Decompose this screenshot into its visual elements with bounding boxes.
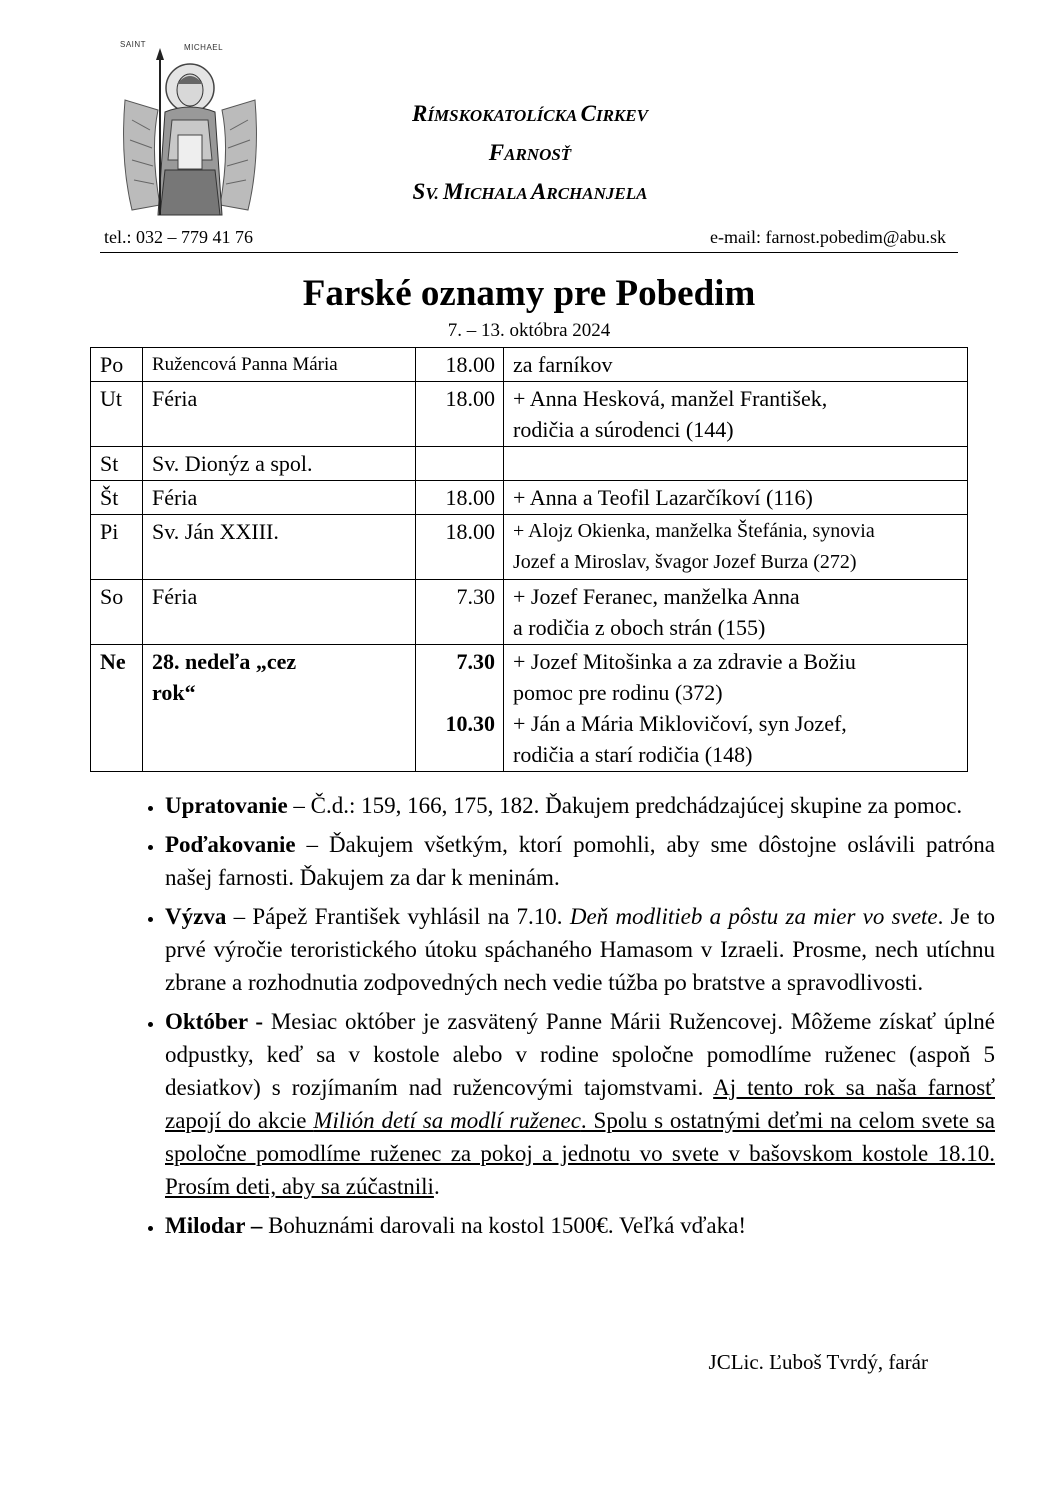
announcement-title: Milodar – bbox=[165, 1213, 263, 1238]
intention-cell bbox=[504, 645, 968, 772]
announcement-title: Výzva bbox=[165, 904, 227, 929]
intention-cell: + Anna a Teofil Lazarčíkoví (116) bbox=[504, 481, 968, 515]
saint-michael-icon bbox=[120, 40, 260, 225]
email-address: e-mail: farnost.pobedim@abu.sk bbox=[709, 227, 946, 247]
announcement-text: . Je to prvé výročie teroristického útoku spáchaného Hamasom v Izraeli. Prosme, nech utíchnu zbrane a rozhodnutia zodpovedných nech vedie túžba po bratstve a spravodlivosti. bbox=[165, 904, 995, 995]
day-cell: Po bbox=[91, 348, 143, 382]
day-cell: Št bbox=[91, 481, 143, 515]
announcement-title: Poďakovanie bbox=[165, 832, 296, 857]
day-cell: St bbox=[91, 447, 143, 481]
feast-line: 28. nedeľa „cez bbox=[152, 649, 297, 674]
announcement-underlined: . Spolu s ostatnými deťmi na celom svete sa spoločne pomodlíme ruženec za pokoj a jednotu vo svete v bašovskom kostole 18.10. Prosím deti, aby sa zúčastnili bbox=[165, 1108, 996, 1199]
contact-line bbox=[100, 227, 958, 253]
archangel-image bbox=[120, 40, 260, 225]
announcement-title: Upratovanie bbox=[165, 793, 288, 818]
icon-caption-michael: MICHAEL bbox=[184, 43, 224, 52]
intention-line: rodičia a starí rodičia (148) bbox=[513, 742, 753, 767]
intention-line: rodičia a súrodenci (144) bbox=[513, 417, 734, 442]
church-name bbox=[280, 96, 780, 213]
intention-line: pomoc pre rodinu (372) bbox=[513, 680, 723, 705]
table-row bbox=[91, 515, 968, 580]
time-cell: 18.00 bbox=[416, 382, 504, 447]
announcement-text: – Ďakujem všetkým, ktorí pomohli, aby sme dôstojne oslávili patróna našej farnosti. Ďakujem za dar k meninám. bbox=[165, 832, 995, 890]
table-row bbox=[91, 382, 968, 447]
day-cell: Ut bbox=[91, 382, 143, 447]
announcement-underlined: Aj tento rok sa naša farnosť zapojí do akcie bbox=[165, 1075, 995, 1133]
time-cell: 7.30 bbox=[416, 580, 504, 645]
announcement-call bbox=[165, 900, 995, 999]
announcement-cleaning bbox=[165, 789, 995, 822]
feast-cell: Sv. Dionýz a spol. bbox=[143, 447, 416, 481]
mass-schedule-table bbox=[90, 347, 968, 772]
date-range: 7. – 13. októbra 2024 bbox=[447, 320, 611, 341]
feast-cell: Sv. Ján XXIII. bbox=[143, 515, 416, 580]
feast-cell: Féria bbox=[143, 481, 416, 515]
feast-cell bbox=[143, 645, 416, 772]
intention-line: + Alojz Okienka, manželka Štefánia, synovia bbox=[513, 520, 875, 542]
time-cell bbox=[416, 645, 504, 772]
table-row bbox=[91, 447, 968, 481]
icon-caption-saint: SAINT bbox=[120, 40, 147, 49]
church-line-2: FARNOSŤ bbox=[488, 140, 572, 165]
day-cell: So bbox=[91, 580, 143, 645]
announcement-october bbox=[165, 1005, 995, 1203]
time-value: 10.30 bbox=[445, 711, 495, 736]
day-cell: Ne bbox=[91, 645, 143, 772]
day-cell: Pi bbox=[91, 515, 143, 580]
intention-cell bbox=[504, 580, 968, 645]
announcement-text: Mesiac október je zasvätený Panne Márii Ružencovej. Môžeme získať úplné odpustky, keď sa v kostole alebo v rodine spoločne pomodlíme ruženec (aspoň 5 desiatkov) s rozjímaním nad ružencovými tajomstvami. bbox=[165, 1009, 995, 1100]
announcement-gift bbox=[165, 1209, 995, 1242]
time-cell: 18.00 bbox=[416, 481, 504, 515]
table-row bbox=[91, 645, 968, 772]
announcements-list bbox=[128, 789, 995, 1248]
time-cell bbox=[416, 447, 504, 481]
intention-line: + Jozef Feranec, manželka Anna bbox=[513, 584, 800, 609]
intention-cell: za farníkov bbox=[504, 348, 968, 382]
announcement-title: Október - bbox=[165, 1009, 264, 1034]
intention-line: Jozef a Miroslav, švagor Jozef Burza (272) bbox=[513, 551, 857, 573]
feast-cell: Ružencová Panna Mária bbox=[143, 348, 416, 382]
intention-cell bbox=[504, 515, 968, 580]
announcement-text: Bohuznámi darovali na kostol 1500€. Veľká vďaka! bbox=[262, 1213, 747, 1238]
feast-cell: Féria bbox=[143, 580, 416, 645]
signature: JCLic. Ľuboš Tvrdý, farár bbox=[708, 1350, 928, 1374]
announcement-text: – Č.d.: 159, 166, 175, 182. Ďakujem predchádzajúcej skupine za pomoc. bbox=[287, 793, 963, 818]
table-row bbox=[91, 348, 968, 382]
announcement-text: – Pápež František vyhlásil na 7.10. bbox=[226, 904, 570, 929]
intention-line: + Anna Hesková, manžel František, bbox=[513, 386, 828, 411]
announcement-underlined-italic: Milión detí sa modlí ruženec bbox=[313, 1108, 581, 1133]
announcement-thanks bbox=[165, 828, 995, 894]
phone-number: tel.: 032 – 779 41 76 bbox=[104, 227, 253, 247]
church-line-3: SV. MICHALA ARCHANJELA bbox=[412, 179, 648, 204]
announcement-text: . bbox=[433, 1174, 440, 1199]
announcement-italic: Deň modlitieb a pôstu za mier vo svete bbox=[569, 904, 938, 929]
intention-cell bbox=[504, 447, 968, 481]
time-value: 7.30 bbox=[456, 649, 495, 674]
feast-line: rok“ bbox=[152, 680, 196, 705]
church-line-1: RÍMSKOKATOLÍCKA CIRKEV bbox=[412, 101, 648, 126]
feast-cell: Féria bbox=[143, 382, 416, 447]
table-row bbox=[91, 481, 968, 515]
intention-cell bbox=[504, 382, 968, 447]
intention-line: a rodičia z oboch strán (155) bbox=[513, 615, 766, 640]
time-cell: 18.00 bbox=[416, 515, 504, 580]
intention-line: + Jozef Mitošinka a za zdravie a Božiu bbox=[513, 649, 856, 674]
time-cell: 18.00 bbox=[416, 348, 504, 382]
intention-line: + Ján a Mária Miklovičoví, syn Jozef, bbox=[513, 711, 847, 736]
page-title: Farské oznamy pre Pobedim bbox=[302, 273, 756, 314]
table-row bbox=[91, 580, 968, 645]
